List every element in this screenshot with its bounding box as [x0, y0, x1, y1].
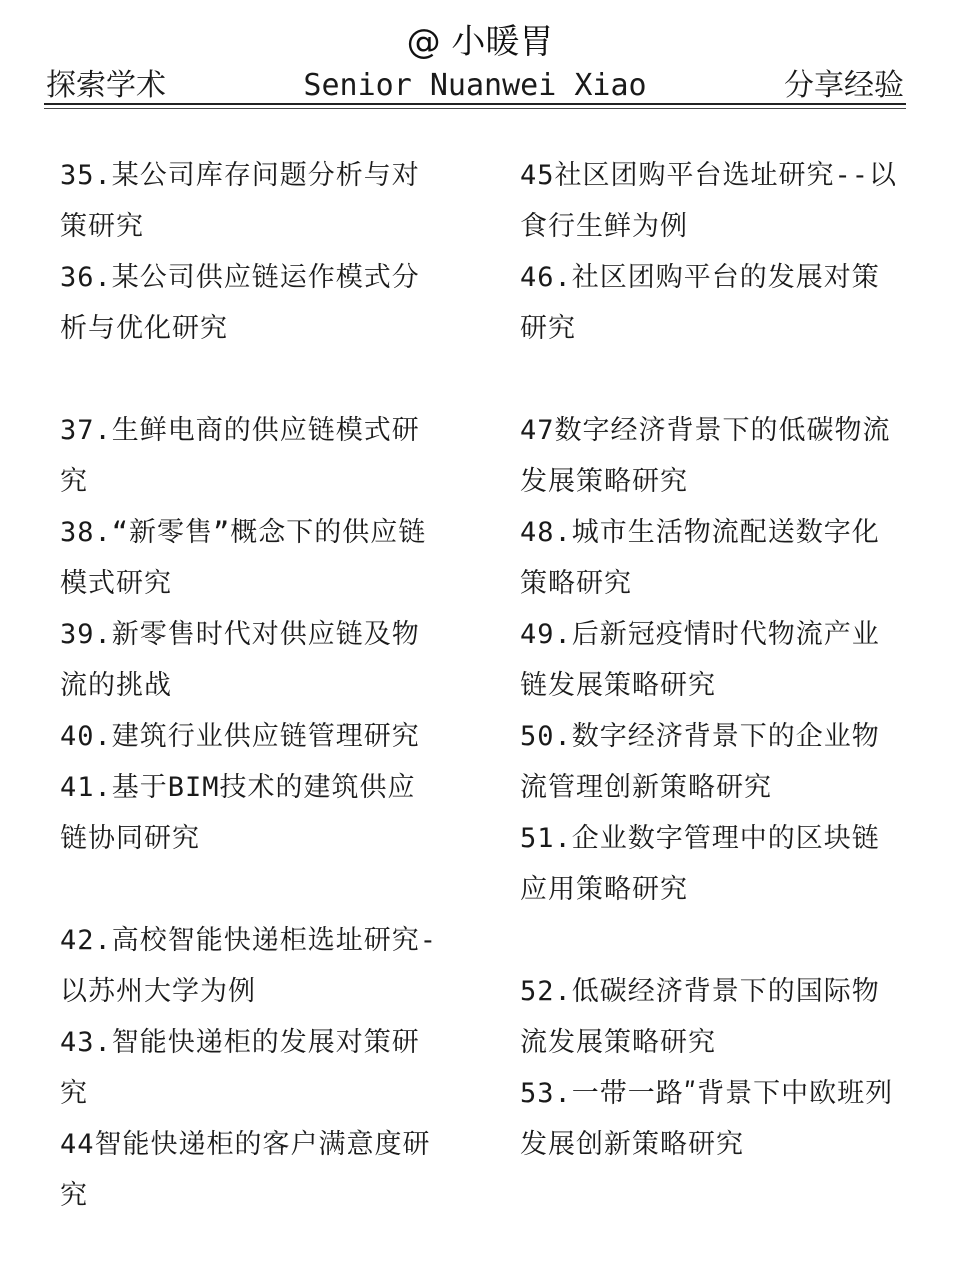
header-center-label: Senior Nuanwei Xiao: [303, 68, 647, 103]
spacer: [520, 915, 900, 966]
list-item: 51.企业数字管理中的区块链应用策略研究: [520, 823, 880, 905]
spacer: [60, 354, 440, 405]
header-divider: [44, 103, 906, 105]
header-row: [46, 66, 904, 106]
list-item: 53.一带一路ʺ背景下中欧班列发展创新策略研究: [520, 1078, 894, 1160]
header-divider-thin: [44, 108, 906, 109]
spacer: [60, 864, 440, 915]
header-left-label: 探索学术: [46, 68, 166, 103]
list-item: 36.某公司供应链运作模式分析与优化研究: [60, 262, 420, 344]
list-item: 40.建筑行业供应链管理研究: [60, 721, 420, 752]
list-item: 46.社区团购平台的发展对策研究: [520, 262, 880, 344]
list-item: 49.后新冠疫情时代物流产业链发展策略研究: [520, 619, 880, 701]
list-item: 43.智能快递柜的发展对策研究: [60, 1027, 420, 1109]
right-topic-list: [520, 150, 900, 1170]
list-item: 44智能快递柜的客户满意度研究: [60, 1129, 431, 1211]
list-item: 42.高校智能快递柜选址研究-以苏州大学为例: [60, 925, 438, 1007]
list-item: 45社区团购平台选址研究--以食行生鲜为例: [520, 160, 898, 242]
list-item: 41.基于BIM技术的建筑供应链协同研究: [60, 772, 416, 854]
list-item: 47数字经济背景下的低碳物流发展策略研究: [520, 415, 891, 497]
list-item: 39.新零售时代对供应链及物流的挑战: [60, 619, 420, 701]
author-handle: @ 小暖胃: [406, 22, 554, 62]
header-right-label: 分享经验: [784, 68, 904, 103]
left-topic-list: [60, 150, 440, 1221]
list-item: 52.低碳经济背景下的国际物流发展策略研究: [520, 976, 880, 1058]
list-item: 38.“新零售”概念下的供应链模式研究: [60, 517, 427, 599]
list-item: 48.城市生活物流配送数字化策略研究: [520, 517, 880, 599]
list-item: 35.某公司库存问题分析与对策研究: [60, 160, 420, 242]
list-item: 50.数字经济背景下的企业物流管理创新策略研究: [520, 721, 880, 803]
spacer: [520, 354, 900, 405]
list-item: 37.生鲜电商的供应链模式研究: [60, 415, 420, 497]
